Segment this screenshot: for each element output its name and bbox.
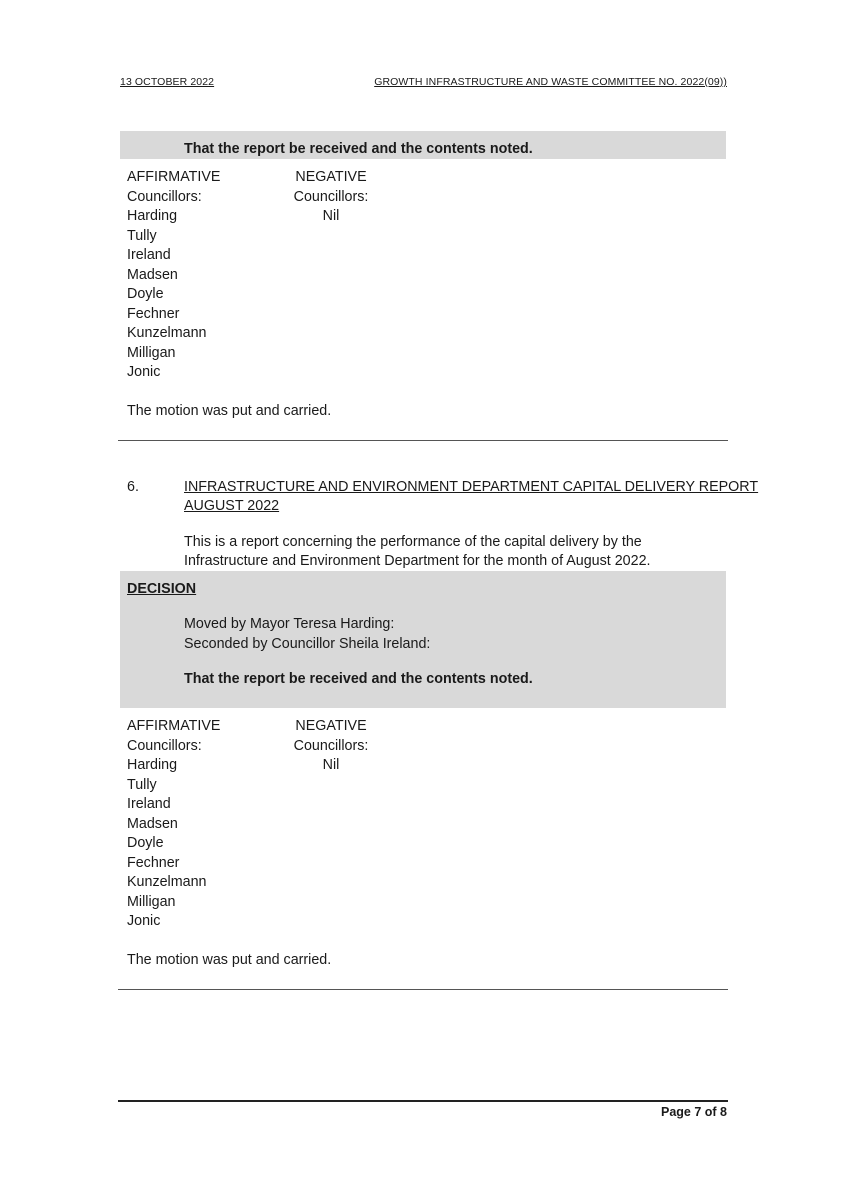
decision-label: DECISION <box>127 581 197 597</box>
moved-by: Moved by Mayor Teresa Harding: <box>184 616 395 632</box>
councillor-name: Tully <box>127 776 157 793</box>
councillor-name: Madsen <box>127 266 178 283</box>
item-title-line2: AUGUST 2022 <box>184 498 280 514</box>
councillor-name: Milligan <box>127 893 176 910</box>
affirmative-column-1 <box>127 168 220 383</box>
councillor-name: Kunzelmann <box>127 874 207 890</box>
affirmative-column-2 <box>127 717 220 932</box>
councillor-name: Harding <box>127 208 178 224</box>
councillor-name: Tully <box>127 227 157 244</box>
negative-value: Nil <box>322 208 340 224</box>
councillor-name: Doyle <box>127 835 164 851</box>
councillor-name: Ireland <box>127 247 171 263</box>
footer-rule <box>118 1100 728 1102</box>
item-title-line1: INFRASTRUCTURE AND ENVIRONMENT DEPARTMENT CAPITAL DELIVERY REPORT <box>184 479 759 495</box>
councillor-name: Milligan <box>127 344 176 361</box>
item-number: 6. <box>127 479 139 495</box>
seconded-by: Seconded by Councillor Sheila Ireland: <box>184 636 431 652</box>
negative-heading: NEGATIVE <box>295 718 367 734</box>
affirmative-sub: Councillors: <box>127 737 202 754</box>
negative-column-2 <box>281 717 381 776</box>
negative-sub: Councillors: <box>293 737 369 754</box>
item-summary-line2: Infrastructure and Environment Department for the month of August 2022. <box>184 553 651 569</box>
section-divider-1 <box>118 440 728 441</box>
negative-value: Nil <box>322 757 340 773</box>
motion-result-2: The motion was put and carried. <box>127 952 332 968</box>
resolution-text-1: That the report be received and the contents noted. <box>184 141 533 157</box>
negative-heading: NEGATIVE <box>295 169 367 185</box>
affirmative-sub: Councillors: <box>127 188 202 205</box>
councillor-name: Fechner <box>127 305 180 322</box>
councillor-name: Fechner <box>127 854 180 871</box>
item-summary-line1: This is a report concerning the performance of the capital delivery by the <box>184 534 642 550</box>
councillor-name: Jonic <box>127 913 161 929</box>
page-number: Page 7 of 8 <box>661 1105 727 1119</box>
councillor-name: Harding <box>127 757 178 773</box>
councillor-name: Ireland <box>127 796 171 812</box>
section-divider-2 <box>118 989 728 990</box>
councillor-name: Doyle <box>127 286 164 302</box>
affirmative-heading: AFFIRMATIVE <box>127 169 221 185</box>
header-committee: GROWTH INFRASTRUCTURE AND WASTE COMMITTEE NO. 2022(09)) <box>374 76 727 88</box>
motion-result-1: The motion was put and carried. <box>127 403 332 419</box>
councillor-name: Madsen <box>127 815 178 832</box>
councillor-name: Kunzelmann <box>127 325 207 341</box>
resolution-text-2: That the report be received and the contents noted. <box>184 671 533 687</box>
header-date: 13 OCTOBER 2022 <box>120 76 215 88</box>
negative-sub: Councillors: <box>293 188 369 205</box>
affirmative-heading: AFFIRMATIVE <box>127 718 221 734</box>
negative-column-1 <box>281 168 381 227</box>
councillor-name: Jonic <box>127 364 161 380</box>
